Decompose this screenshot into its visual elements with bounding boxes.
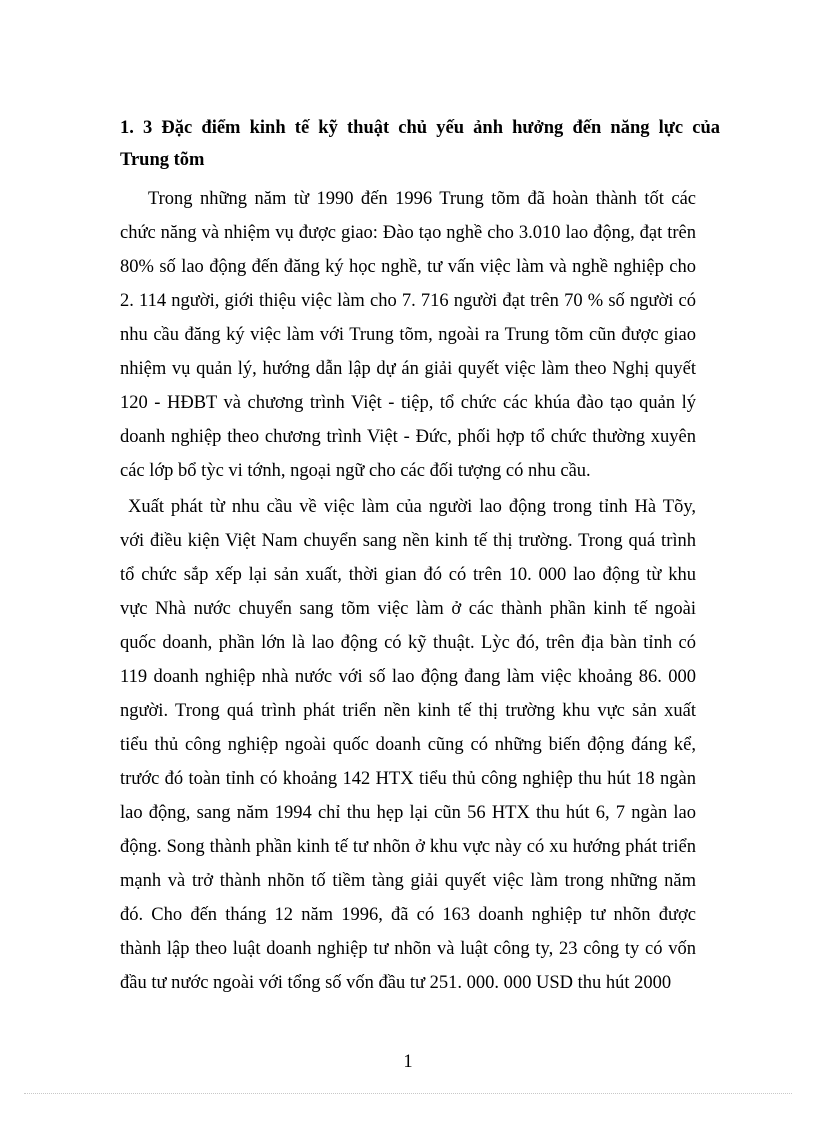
paragraph-line: Xuất phát từ nhu cầu về việc làm của người lao động trong tỉnh Hà Tõy, <box>128 497 696 517</box>
paragraph-2 <box>120 490 696 1000</box>
section-heading-line-2: Trung tõm <box>120 150 205 170</box>
section-heading <box>120 112 720 176</box>
paragraph-line: lao động, sang năm 1994 chỉ thu hẹp lại cũn 56 HTX thu hút 6, 7 ngàn lao <box>120 803 696 823</box>
paragraph-line: các lớp bổ tỳc vi tớnh, ngoại ngữ cho các đối tượng có nhu cầu. <box>120 461 591 481</box>
page-bottom-divider <box>24 1093 792 1094</box>
paragraph-line: người. Trong quá trình phát triển nền kinh tế thị trường khu vực sản xuất <box>120 701 696 721</box>
paragraph-line: 80% số lao động đến đăng ký học nghề, tư vấn việc làm và nghề nghiệp cho <box>120 257 696 277</box>
paragraph-line: 2. 114 người, giới thiệu việc làm cho 7. 716 người đạt trên 70 % số người có <box>120 291 696 311</box>
paragraph-line: động. Song thành phần kinh tế tư nhõn ở khu vực này có xu hướng phát triển <box>120 837 696 857</box>
paragraph-line: nhu cầu đăng ký việc làm với Trung tõm, ngoài ra Trung tõm cũn được giao <box>120 325 696 345</box>
paragraph-line: với điều kiện Việt Nam chuyển sang nền kinh tế thị trường. Trong quá trình <box>120 531 696 551</box>
paragraph-line: tổ chức sắp xếp lại sản xuất, thời gian đó có trên 10. 000 lao động từ khu <box>120 565 696 585</box>
paragraph-line: đó. Cho đến tháng 12 năm 1996, đã có 163 doanh nghiệp tư nhõn được <box>120 905 696 925</box>
paragraph-line: quốc doanh, phần lớn là lao động có kỹ thuật. Lỳc đó, trên địa bàn tỉnh có <box>120 633 696 653</box>
paragraph-line: doanh nghiệp theo chương trình Việt - Đức, phối hợp tổ chức thường xuyên <box>120 427 696 447</box>
paragraph-line: thành lập theo luật doanh nghiệp tư nhõn và luật công ty, 23 công ty có vốn <box>120 939 696 959</box>
paragraph-line: Trong những năm từ 1990 đến 1996 Trung tõm đã hoàn thành tốt các <box>148 189 696 209</box>
paragraph-line: tiểu thủ công nghiệp ngoài quốc doanh cũng có những biến động đáng kể, <box>120 735 696 755</box>
paragraph-line: vực Nhà nước chuyển sang tõm việc làm ở các thành phần kinh tế ngoài <box>120 599 696 619</box>
page-number: 1 <box>403 1052 413 1072</box>
paragraph-line: mạnh và trở thành nhõn tố tiềm tàng giải quyết việc làm trong những năm <box>120 871 696 891</box>
section-heading-line-1: 1. 3 Đặc điểm kinh tế kỹ thuật chủ yếu ảnh hưởng đến năng lực của <box>120 118 720 138</box>
paragraph-line: chức năng và nhiệm vụ được giao: Đào tạo nghề cho 3.010 lao động, đạt trên <box>120 223 696 243</box>
paragraph-line: trước đó toàn tỉnh có khoảng 142 HTX tiểu thủ công nghiệp thu hút 18 ngàn <box>120 769 696 789</box>
paragraph-1 <box>120 182 696 488</box>
paragraph-line: đầu tư nước ngoài với tổng số vốn đầu tư 251. 000. 000 USD thu hút 2000 <box>120 973 672 993</box>
paragraph-line: 120 - HĐBT và chương trình Việt - tiệp, tổ chức các khúa đào tạo quản lý <box>120 393 696 413</box>
paragraph-line: nhiệm vụ quản lý, hướng dẫn lập dự án giải quyết việc làm theo Nghị quyết <box>120 359 696 379</box>
paragraph-line: 119 doanh nghiệp nhà nước với số lao động đang làm việc khoảng 86. 000 <box>120 667 696 687</box>
